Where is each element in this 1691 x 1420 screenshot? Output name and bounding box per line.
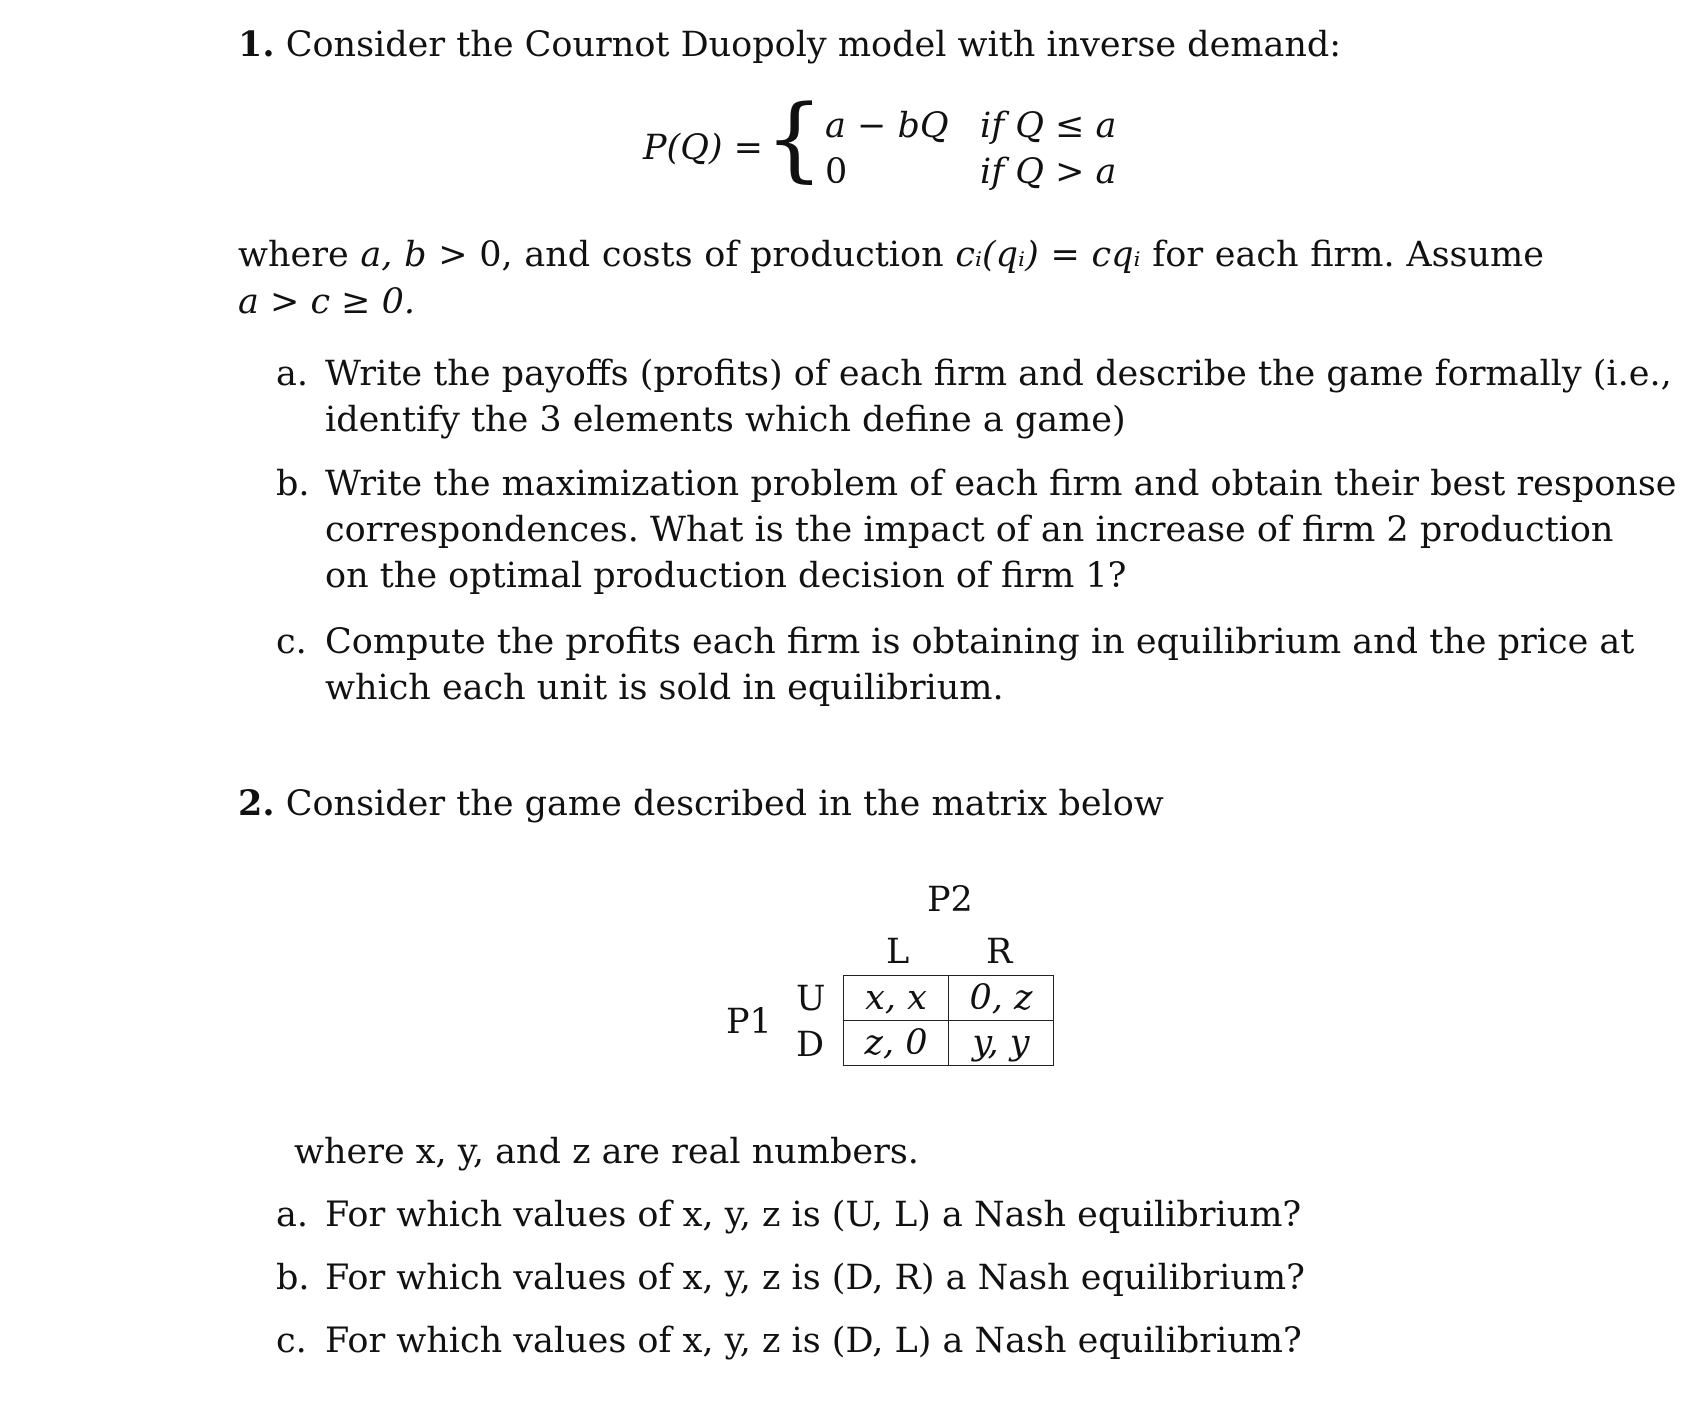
costs-text: > 0, and costs of production: [438, 235, 944, 275]
q1-intro: Consider the Cournot Duopoly model with inverse demand:: [285, 25, 1342, 65]
payoff-matrix: [843, 975, 1054, 1066]
case1-expr: a − bQ: [825, 106, 949, 146]
q2-heading: [238, 782, 1164, 826]
cost-expr: cqᵢ: [1091, 235, 1141, 275]
q1-assumption: a > c ≥ 0.: [238, 282, 416, 322]
q1-part-b-line2: correspondences. What is the impact of an increase of firm 2 production: [325, 510, 1614, 550]
cell-d-l: z, 0: [844, 1021, 949, 1066]
q1-part-c-line1: Compute the profits each firm is obtaining in equilibrium and the price at: [325, 622, 1635, 662]
each-firm-text: for each firm.: [1152, 235, 1395, 275]
q2-part-a-text: For which values of x, y, z is (U, L) a Nash equilibrium?: [325, 1195, 1302, 1235]
q2-part-c-label: c.: [276, 1321, 307, 1361]
q2-part-b-label: b.: [276, 1258, 310, 1298]
q1-part-b-line1: Write the maximization problem of each firm and obtain their best response: [325, 464, 1677, 504]
pq-lhs: P(Q) =: [643, 128, 764, 168]
q1-heading: [238, 23, 1341, 67]
assume-word: Assume: [1406, 235, 1544, 275]
cell-u-r: 0, z: [949, 976, 1054, 1021]
left-brace: {: [765, 85, 824, 192]
case2-cond: if Q > a: [980, 152, 1117, 192]
q2-intro: Consider the game described in the matrix below: [285, 784, 1164, 824]
q2-part-c-text: For which values of x, y, z is (D, L) a Nash equilibrium?: [325, 1321, 1302, 1361]
q1-part-b-label: b.: [276, 464, 310, 504]
q2-number: 2.: [238, 783, 275, 824]
matrix-row-label-u: U: [796, 979, 826, 1019]
matrix-col-label-r: R: [986, 932, 1013, 972]
q1-number: 1.: [238, 24, 275, 65]
case2-expr: 0: [825, 152, 848, 192]
q1-part-a-label: a.: [276, 354, 308, 394]
q2-part-a-label: a.: [276, 1195, 308, 1235]
cell-u-l: x, x: [844, 976, 949, 1021]
q1-where-line1: [238, 233, 1544, 277]
q1-part-a-line2: identify the 3 elements which define a game): [325, 400, 1126, 440]
q1-part-b-line3: on the optimal production decision of firm 1?: [325, 556, 1127, 596]
case1-cond: if Q ≤ a: [980, 106, 1117, 146]
matrix-row-player: P1: [726, 1002, 772, 1042]
matrix-col-player: P2: [927, 880, 973, 920]
matrix-col-label-l: L: [886, 932, 910, 972]
where-word: where: [238, 235, 349, 275]
q2-part-b-text: For which values of x, y, z is (D, R) a Nash equilibrium?: [325, 1258, 1305, 1298]
q1-part-c-line2: which each unit is sold in equilibrium.: [325, 668, 1004, 708]
matrix-row-label-d: D: [796, 1025, 825, 1065]
q1-part-a-line1: Write the payoffs (profits) of each firm and describe the game formally (i.e.,: [325, 354, 1672, 394]
equals-sign: =: [1050, 235, 1080, 275]
q2-where: where x, y, and z are real numbers.: [294, 1132, 919, 1172]
q1-part-c-label: c.: [276, 622, 307, 662]
cell-d-r: y, y: [949, 1021, 1054, 1066]
ab-vars: a, b: [360, 235, 427, 275]
matrix-row-d: [844, 1021, 1054, 1066]
cost-function: cᵢ(qᵢ): [955, 235, 1039, 275]
matrix-row-u: [844, 976, 1054, 1021]
